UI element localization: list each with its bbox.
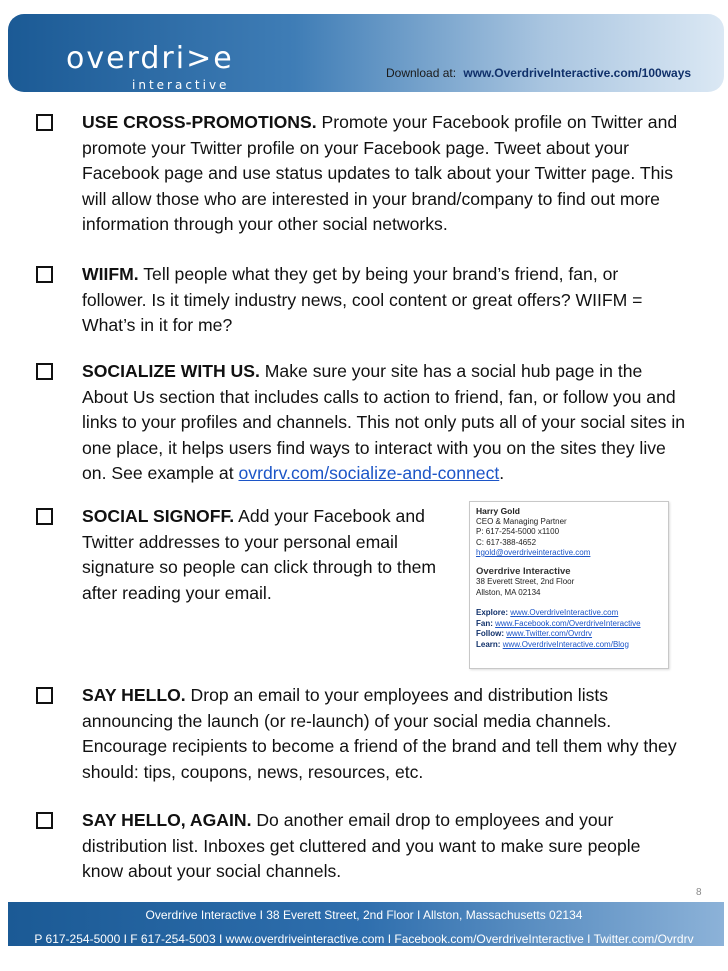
- sig-learn-label: Learn:: [476, 639, 501, 649]
- sig-city: Allston, MA 02134: [476, 587, 541, 597]
- tip-title: WIIFM.: [82, 264, 139, 284]
- sig-role: CEO & Managing Partner: [476, 516, 567, 526]
- page-number: 8: [696, 887, 702, 898]
- sig-follow: [476, 629, 662, 640]
- tip-text: [82, 683, 686, 785]
- sig-street: 38 Everett Street, 2nd Floor: [476, 577, 575, 586]
- tip-text: [82, 504, 456, 606]
- sig-learn-link[interactable]: www.OverdriveInteractive.com/Blog: [502, 639, 629, 649]
- tip-item: [36, 683, 686, 785]
- sig-learn: [476, 640, 662, 651]
- logo-text: overdri>e: [66, 41, 234, 76]
- footer-address: Overdrive Interactive I 38 Everett Street, 2nd Floor I Allston, Massachusetts 02134: [145, 908, 583, 922]
- sig-explore: [476, 608, 662, 619]
- tip-item: [36, 110, 686, 238]
- footer-contacts: P 617-254-5000 I F 617-254-5003 I www.overdriveinteractive.com I Facebook.com/OverdriveInteractive I Twitter.com/Ovrdrv: [34, 932, 694, 946]
- sig-fan-label: Fan:: [476, 618, 493, 628]
- sig-explore-label: Explore:: [476, 608, 509, 617]
- email-signature-example: [469, 501, 669, 669]
- sig-email[interactable]: hgold@overdriveinteractive.com: [476, 548, 591, 557]
- sig-explore-link[interactable]: www.OverdriveInteractive.com: [510, 608, 619, 617]
- tip-title: SAY HELLO.: [82, 685, 186, 705]
- tip-body: Do another email drop to employees and your distribution list. Inboxes get cluttered and you want to make sure people know about your social channels.: [82, 810, 641, 881]
- tip-item: [36, 808, 686, 885]
- sig-fan-link[interactable]: www.Facebook.com/OverdriveInteractive: [495, 618, 641, 628]
- tip-body: Add your Facebook and Twitter addresses to your personal email signature so people can click through to them after reading your email.: [82, 506, 437, 603]
- tip-title: USE CROSS-PROMOTIONS.: [82, 112, 317, 132]
- sig-name: Harry Gold: [476, 506, 520, 516]
- tip-item: [36, 262, 686, 339]
- sig-fan: [476, 619, 662, 630]
- checkbox-icon[interactable]: [36, 812, 53, 829]
- logo-subtitle: interactive: [132, 78, 230, 92]
- tip-text: [82, 262, 686, 339]
- tip-body: Drop an email to your employees and distribution lists announcing the launch (or re-launch) of your social media channels. Encourage recipients to become a friend of the brand and tell them why they should: tips, coupons, news, resources, etc.: [82, 685, 677, 782]
- socialize-link[interactable]: ovrdrv.com/socialize-and-connect: [238, 463, 500, 483]
- checkbox-icon[interactable]: [36, 508, 53, 525]
- checkbox-icon[interactable]: [36, 687, 53, 704]
- sig-follow-label: Follow:: [476, 629, 504, 638]
- sig-cell: C: 617-388-4652: [476, 537, 537, 547]
- download-line: [386, 66, 691, 80]
- sig-follow-link[interactable]: www.Twitter.com/Ovrdrv: [506, 629, 593, 638]
- tip-title: SOCIAL SIGNOFF.: [82, 506, 235, 526]
- tip-item: [36, 504, 456, 606]
- download-label: Download at:: [386, 66, 457, 80]
- sig-company: Overdrive Interactive: [476, 565, 571, 577]
- tip-body: Promote your Facebook profile on Twitter and promote your Twitter profile on your Facebook page. Tweet about your Facebook page and use status updates to talk about your Twitter page. This will allow those who are interested in your brand/company to find out more information through your other social networks.: [82, 112, 678, 234]
- download-url[interactable]: www.OverdriveInteractive.com/100ways: [463, 66, 692, 80]
- tip-item: [36, 359, 686, 487]
- checkbox-icon[interactable]: [36, 114, 53, 131]
- tip-text: [82, 110, 686, 238]
- tip-title: SAY HELLO, AGAIN.: [82, 810, 252, 830]
- checkbox-icon[interactable]: [36, 363, 53, 380]
- tip-text: [82, 808, 686, 885]
- checkbox-icon[interactable]: [36, 266, 53, 283]
- tip-title: SOCIALIZE WITH US.: [82, 361, 260, 381]
- tip-body: Make sure your site has a social hub page in the About Us section that includes calls to action to friend, fan, or follow you and links to your profiles and channels. This not only puts all of your social sites in one place, it helps users find ways to interact with you on the sites they live on. See example at: [82, 361, 686, 483]
- tip-text: [82, 359, 686, 487]
- sig-phone: P: 617-254-5000 x1100: [476, 527, 560, 536]
- tip-body: Tell people what they get by being your brand’s friend, fan, or follower. Is it timely industry news, cool content or great offers? WIIFM = What’s in it for me?: [82, 264, 643, 335]
- header-banner: [8, 14, 724, 92]
- tip-tail: .: [499, 463, 505, 483]
